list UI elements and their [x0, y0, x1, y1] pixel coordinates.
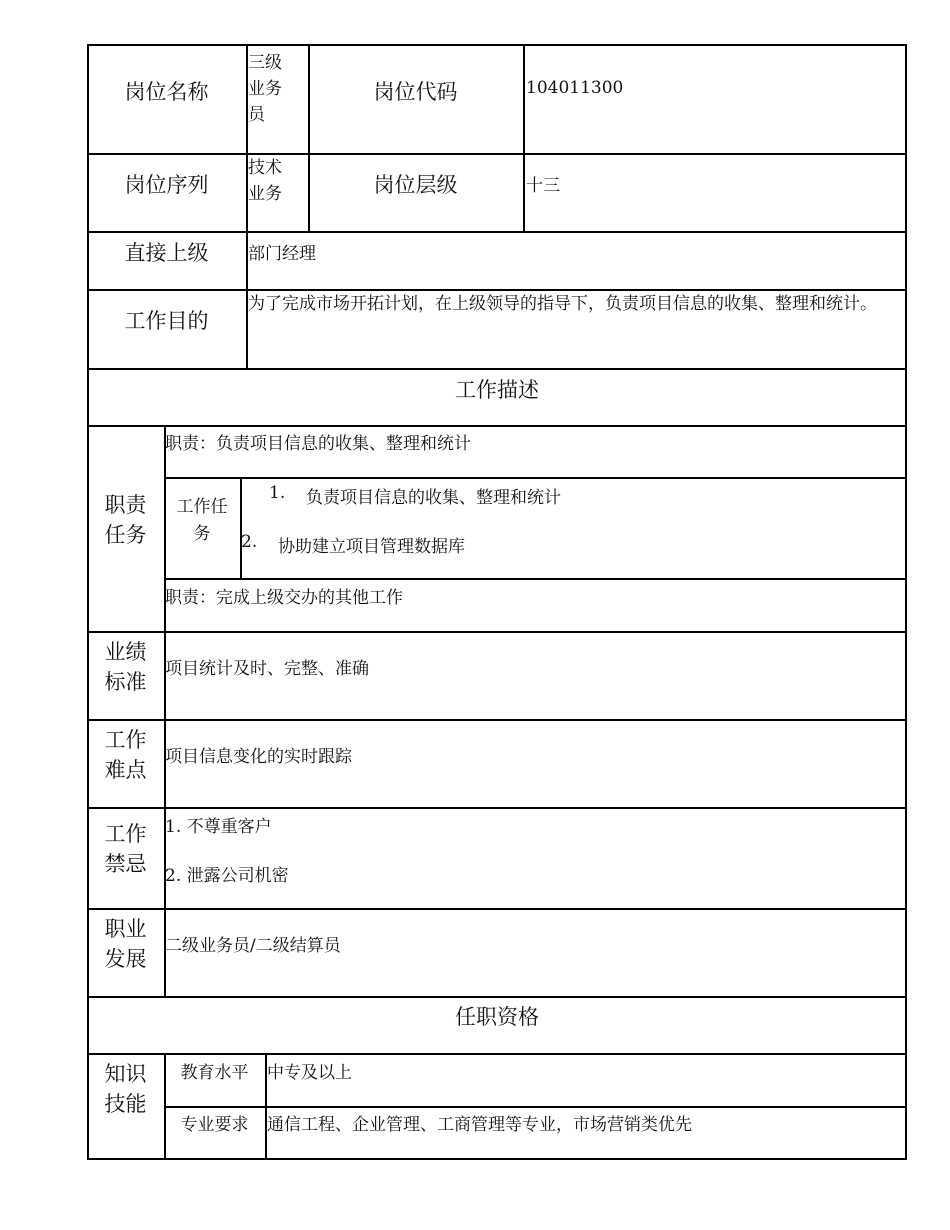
- post-name-label: 岗位名称: [124, 80, 209, 104]
- row-divider: [87, 153, 907, 155]
- qualification-title: 任职资格: [455, 1005, 539, 1029]
- task-label: 务: [193, 524, 211, 544]
- col-divider: [308, 44, 310, 232]
- taboo-item-2: 2. 泄露公司机密: [165, 866, 289, 886]
- row-divider: [87, 368, 907, 370]
- career-label: 发展: [104, 947, 147, 971]
- task-2-number: 2.: [241, 532, 258, 552]
- row-divider: [87, 807, 907, 809]
- knowledge-label: 知识: [104, 1062, 147, 1086]
- post-level-value: 十三: [526, 176, 560, 196]
- row-divider: [164, 1106, 907, 1108]
- career-label: 职业: [104, 917, 147, 941]
- post-level-label: 岗位层级: [373, 173, 458, 197]
- performance-label: 标准: [104, 670, 147, 694]
- difficulty-label: 难点: [104, 758, 147, 782]
- knowledge-label: 技能: [104, 1092, 147, 1116]
- row-divider: [87, 1053, 907, 1055]
- superior-label: 直接上级: [124, 241, 209, 265]
- row-divider: [87, 425, 907, 427]
- row-divider: [87, 719, 907, 721]
- major-label: 专业要求: [180, 1115, 249, 1135]
- performance-value: 项目统计及时、完整、准确: [165, 659, 369, 679]
- work-description-title: 工作描述: [455, 378, 539, 402]
- purpose-label: 工作目的: [124, 309, 209, 333]
- task-1-text: 负责项目信息的收集、整理和统计: [306, 488, 561, 508]
- superior-value: 部门经理: [248, 244, 316, 264]
- performance-label: 业绩: [104, 640, 147, 664]
- duty-label: 职责: [104, 493, 147, 517]
- row-divider: [87, 908, 907, 910]
- taboo-item-1: 1. 不尊重客户: [165, 817, 272, 837]
- row-divider: [164, 477, 907, 479]
- post-code-label: 岗位代码: [373, 80, 458, 104]
- purpose-value: 为了完成市场开拓计划，在上级领导的指导下，负责项目信息的收集、整理和统计。: [248, 294, 877, 314]
- education-label: 教育水平: [180, 1063, 249, 1083]
- duty-1: 职责：负责项目信息的收集、整理和统计: [165, 434, 471, 454]
- col-divider: [240, 477, 242, 579]
- task-label: 工作任: [176, 497, 228, 517]
- post-name-value: 三级业务员: [248, 53, 282, 125]
- row-divider: [164, 578, 907, 580]
- difficulty-label: 工作: [104, 728, 147, 752]
- post-sequence-value: 技术业务: [248, 158, 282, 204]
- row-divider: [87, 631, 907, 633]
- post-sequence-label: 岗位序列: [124, 173, 209, 197]
- taboo-label: 工作: [104, 822, 147, 846]
- row-divider: [87, 996, 907, 998]
- col-divider: [523, 44, 525, 232]
- task-2-text: 协助建立项目管理数据库: [278, 537, 465, 557]
- major-value: 通信工程、企业管理、工商管理等专业，市场营销类优先: [267, 1115, 692, 1135]
- taboo-label: 禁忌: [104, 852, 147, 876]
- duty-2: 职责：完成上级交办的其他工作: [165, 588, 403, 608]
- difficulty-value: 项目信息变化的实时跟踪: [165, 747, 352, 767]
- career-value: 二级业务员/二级结算员: [165, 936, 341, 956]
- task-1-number: 1.: [269, 483, 286, 503]
- post-code-value: 104011300: [526, 78, 624, 98]
- education-value: 中专及以上: [267, 1063, 352, 1083]
- duty-label: 任务: [104, 523, 147, 547]
- row-divider: [87, 231, 907, 233]
